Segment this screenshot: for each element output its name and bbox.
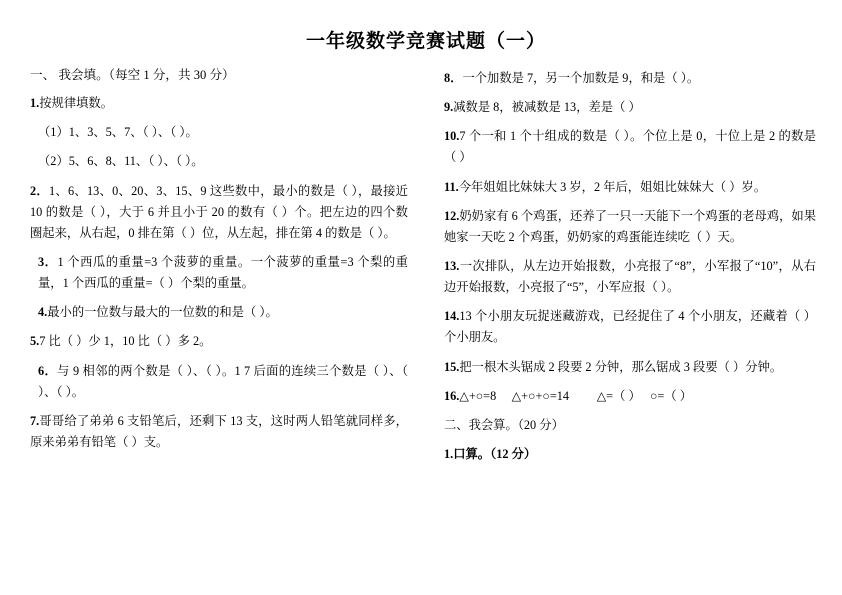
question-text: 7 个一和 1 个十组成的数是（ ）。个位上是 0，十位上是 2 的数是（ ） bbox=[443, 129, 816, 165]
question-text: 最小的一位数与最大的一位数的和是（ ）。 bbox=[47, 305, 278, 320]
two-column-body bbox=[26, 65, 816, 473]
question-number: 9. bbox=[443, 100, 454, 115]
question-number: 1. bbox=[30, 96, 40, 111]
question-text: 与 9 相邻的两个数是（ ）、（ ）。1 7 后面的连续三个数是（ ）、（ ）、（ ）。 bbox=[38, 363, 408, 399]
question-item bbox=[30, 122, 408, 143]
question-item bbox=[30, 331, 408, 352]
question-number: 14. bbox=[443, 309, 460, 324]
question-number: 11. bbox=[443, 179, 459, 194]
question-text: 一次排队，从左边开始报数，小亮报了“8”，小军报了“10”，从右边开始报数，小亮报了“5”，小军应报（ ）。 bbox=[443, 258, 816, 295]
question-number: 3． bbox=[38, 254, 58, 269]
question-number: 5. bbox=[30, 334, 40, 349]
question-text: 13 个小朋友玩捉迷藏游戏，已经捉住了 4 个小朋友，还藏着（ ）个小朋友。 bbox=[443, 309, 816, 345]
page-title: 一年级数学竞赛试题（一） bbox=[305, 31, 546, 52]
question-text: 奶奶家有 6 个鸡蛋，还养了一只一天能下一个鸡蛋的老母鸡，如果她家一天吃 2 个鸡蛋，奶奶家的鸡蛋能连续吃（ ）天。 bbox=[443, 208, 816, 244]
right-column bbox=[434, 65, 816, 473]
question-item bbox=[30, 93, 408, 114]
question-text: 把一根木头锯成 2 段要 2 分钟，那么锯成 3 段要（ ）分钟。 bbox=[459, 359, 783, 374]
question-number: 10. bbox=[443, 129, 460, 144]
question-item bbox=[444, 256, 816, 298]
question-text: 今年姐姐比妹妹大 3 岁，2 年后，姐姐比妹妹大（ ）岁。 bbox=[458, 179, 767, 194]
question-number: 6． bbox=[38, 363, 58, 378]
question-item bbox=[444, 177, 816, 198]
question-item bbox=[444, 126, 816, 168]
question-text: 哥哥给了弟弟 6 支铅笔后，还剩下 13 支，这时两人铅笔就同样多，原来弟弟有铅笔（ ）支。 bbox=[30, 413, 408, 449]
question-item bbox=[444, 306, 816, 348]
question-item bbox=[444, 68, 816, 89]
section-heading-compute: 二、我会算。（20 分） bbox=[443, 417, 564, 432]
question-text: （2）5、6、8、11、（ ）、（ ）。 bbox=[38, 154, 204, 169]
question-item bbox=[30, 361, 408, 403]
question-item bbox=[444, 97, 816, 118]
left-column bbox=[26, 65, 408, 473]
question-number: 15. bbox=[443, 359, 460, 374]
question-text: △+○=8 △+○+○=14 △=（ ） ○=（ ） bbox=[459, 388, 693, 403]
question-item bbox=[30, 181, 408, 244]
question-text: 7 比（ ）少 1，10 比（ ）多 2。 bbox=[39, 334, 212, 349]
question-item bbox=[30, 411, 408, 453]
question-number: 16. bbox=[443, 388, 460, 403]
question-number: 4. bbox=[38, 305, 48, 320]
question-text: 1、6、13、0、20、3、15、9 这些数中，最小的数是（ ），最接近 10 的数是（ ），大于 6 并且小于 20 的数有（ ）个。把左边的四个数圈起来，从右起，0 排在第（ ）位，从左起，排在第 4 的数是（ ）。 bbox=[30, 183, 408, 240]
question-number: 7. bbox=[30, 413, 40, 428]
question-item bbox=[30, 151, 408, 172]
subsection-heading-oral: 1.口算。（12 分） bbox=[443, 446, 537, 461]
question-item bbox=[444, 357, 816, 378]
question-text: 一个加数是 7，另一个加数是 9，和是（ ）。 bbox=[462, 71, 700, 85]
question-item bbox=[30, 302, 408, 323]
question-text: （1）1、3、5、7、（ ）、（ ）。 bbox=[38, 125, 198, 140]
question-text: 减数是 8，被减数是 13，差是（ ） bbox=[453, 100, 641, 115]
question-number: 8． bbox=[443, 71, 463, 85]
section-heading-fill: 一、 我会填。（每空 1 分，共 30 分） bbox=[30, 68, 235, 82]
question-item bbox=[30, 252, 408, 294]
question-number: 13. bbox=[443, 258, 460, 273]
question-item bbox=[444, 206, 816, 248]
question-item bbox=[444, 386, 816, 407]
question-text: 1 个西瓜的重量=3 个菠萝的重量。一个菠萝的重量=3 个梨的重量，1 个西瓜的重量=（ ）个梨的重量。 bbox=[38, 254, 408, 291]
question-number: 12. bbox=[443, 208, 460, 223]
question-number: 2． bbox=[30, 183, 49, 198]
question-text: 按规律填数。 bbox=[39, 96, 114, 111]
